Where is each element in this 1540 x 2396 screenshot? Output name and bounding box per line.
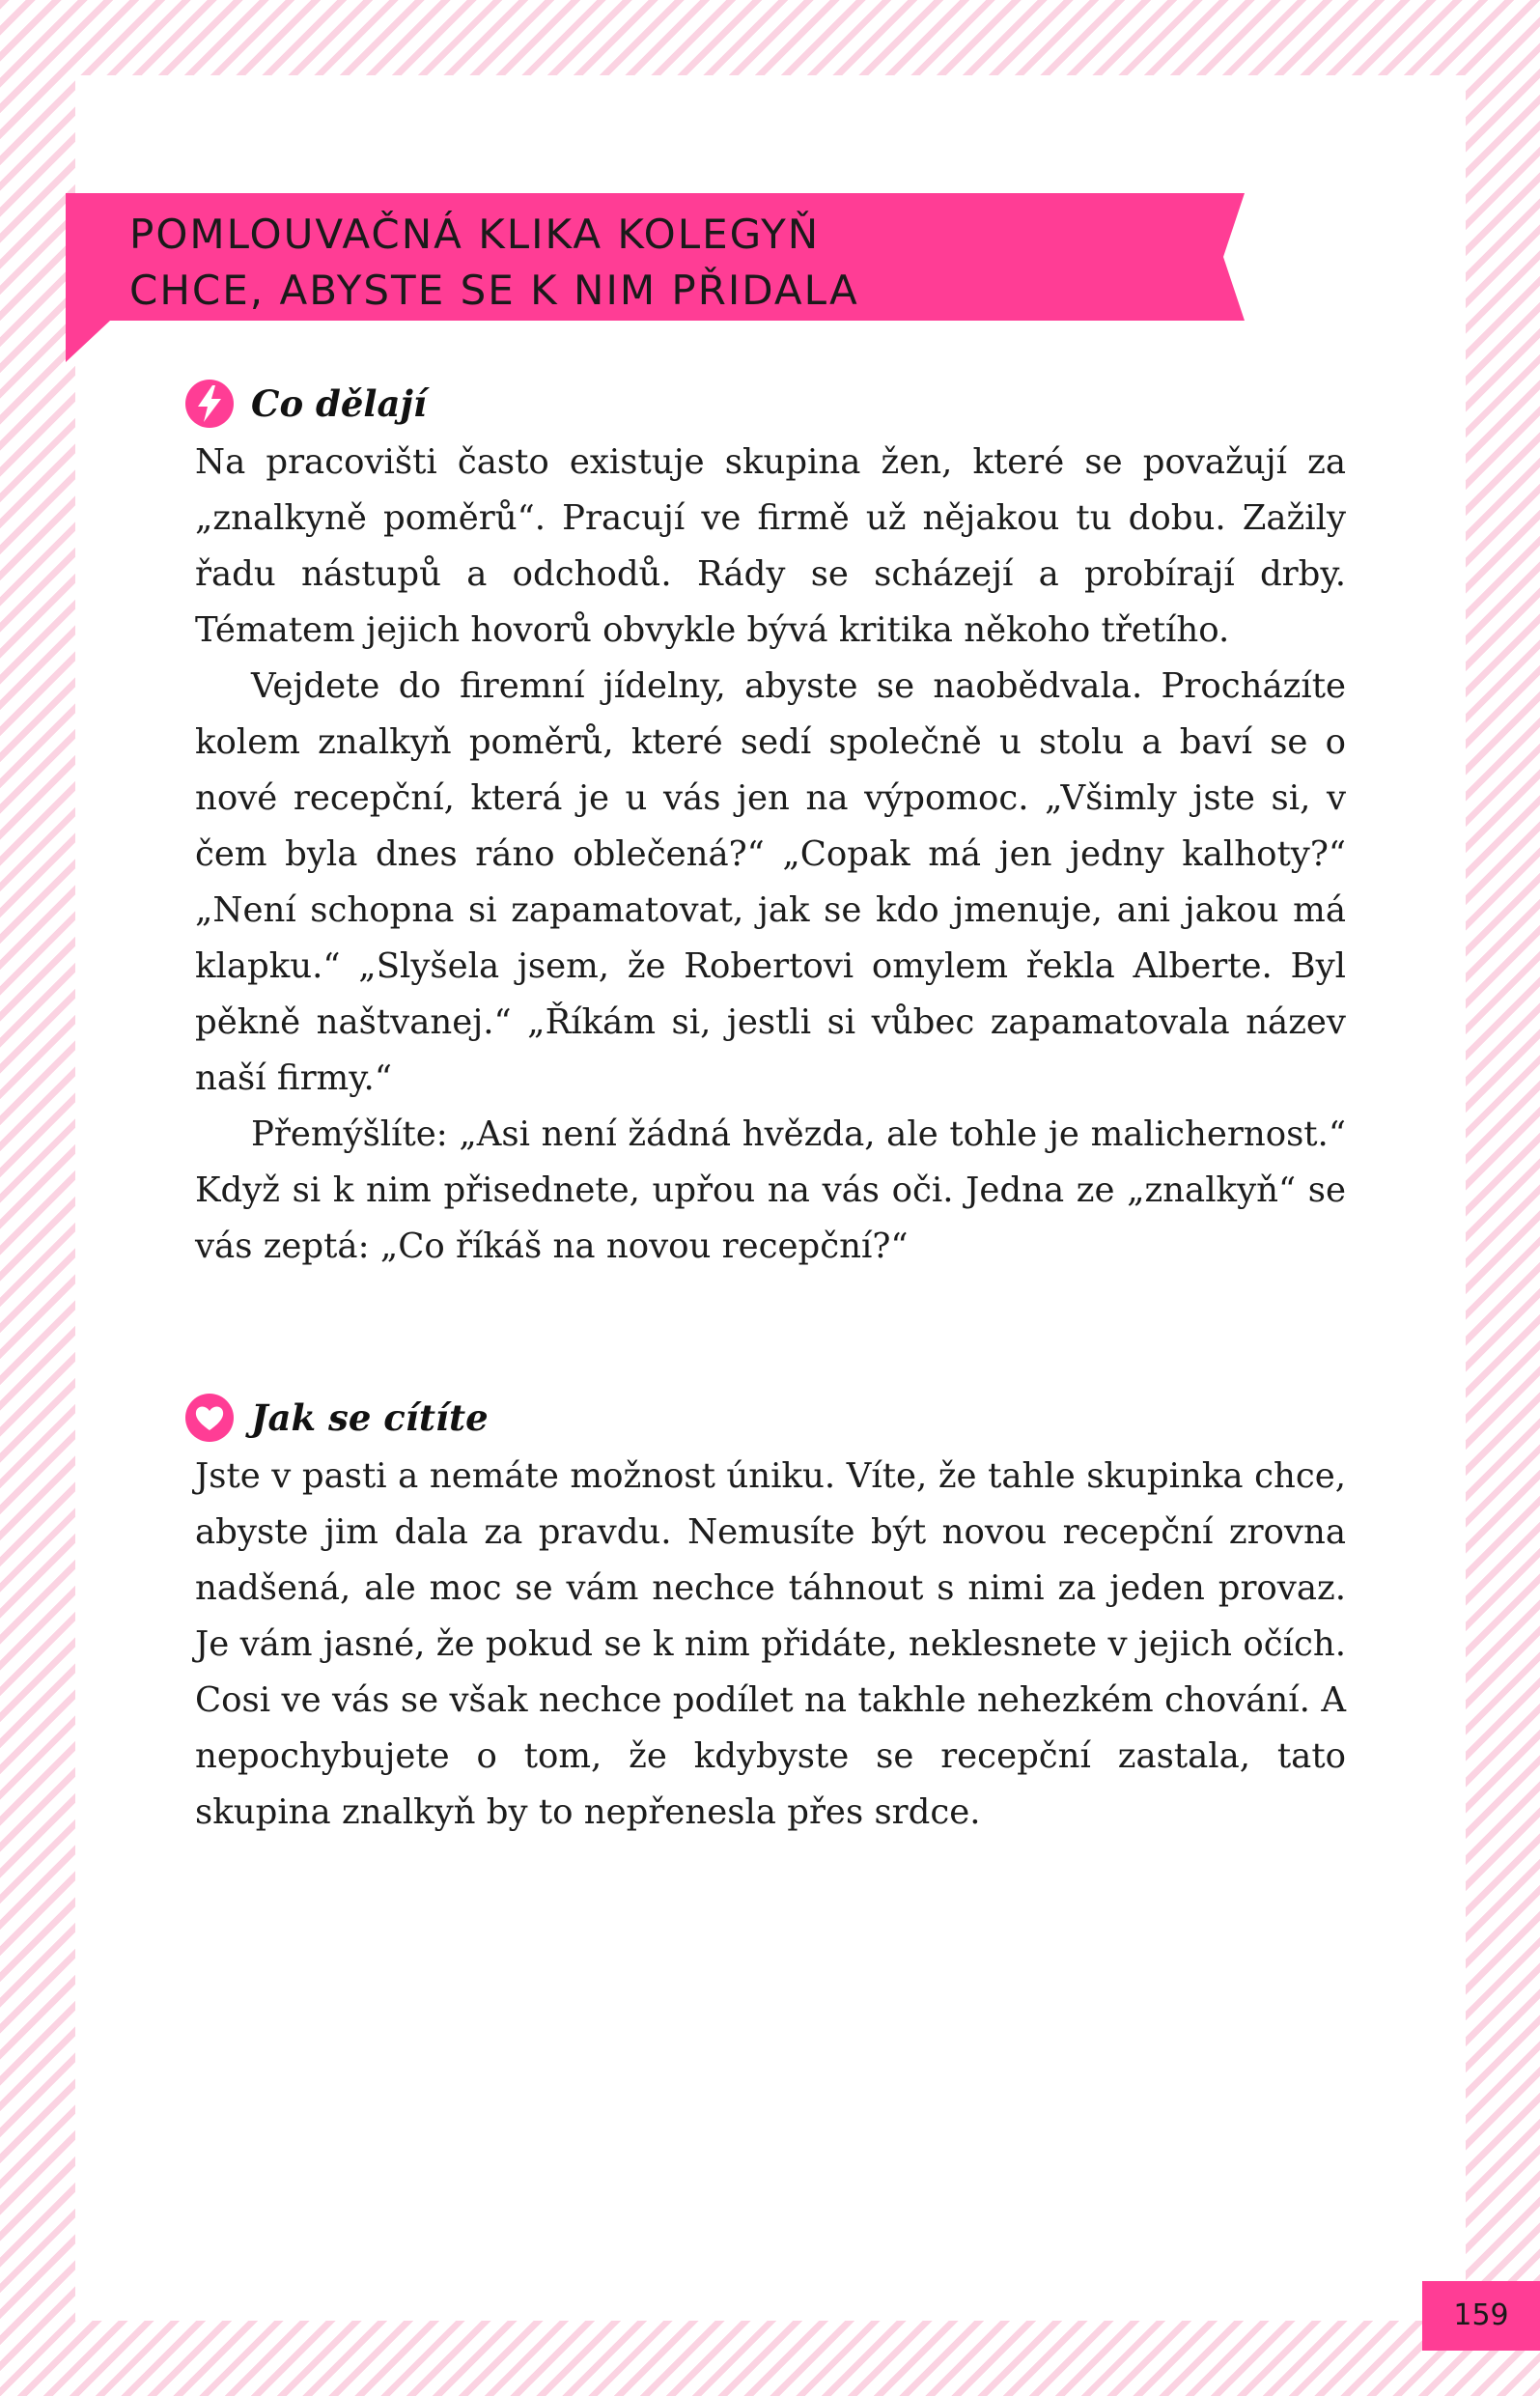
section-heading-label: Jak se cítíte <box>251 1396 489 1439</box>
section-heading-label: Co dělají <box>251 382 427 425</box>
page-number: 159 <box>1422 2281 1540 2351</box>
section-body-co-delaji <box>195 435 1346 1275</box>
section-heading-jak-se-citite <box>183 1389 489 1447</box>
section-body-jak-se-citite <box>195 1449 1346 1841</box>
page-title <box>129 207 1172 319</box>
paragraph: Jste v pasti a nemáte možnost úniku. Víte, že tahle skupinka chce, abyste jim dala za pravdu. Nemusíte být novou recepční zrovna nadšená, ale moc se vám nechce táhnout s nimi za jeden provaz. Je vám jasné, že pokud se k nim přidáte, neklesnete v jejich očích. Cosi ve vás se však nechce podílet na takhle nehezkém chování. A nepochybujete o tom, že kdybyste se recepční zastala, tato skupina znalkyň by to nepřenesla přes srdce. <box>195 1456 1346 1832</box>
lightning-icon <box>183 378 236 430</box>
heart-icon <box>183 1392 236 1444</box>
paragraph: Vejdete do firemní jídelny, abyste se naobědvala. Procházíte kolem znalkyň poměrů, které sedí společně u stolu a baví se o nové recepční, která je u vás jen na výpomoc. „Všimly jste si, v čem byla dnes ráno oblečená?“ „Copak má jen jedny kalhoty?“ „Není schopna si zapamatovat, jak se kdo jmenuje, ani jakou má klapku.“ „Slyšela jsem, že Robertovi omylem řekla Alberte. Byl pěkně naštvanej.“ „Říkám si, jestli si vůbec zapamatovala název naší firmy.“ <box>195 666 1346 1098</box>
paragraph: Přemýšlíte: „Asi není žádná hvězda, ale tohle je malichernost.“ Když si k nim přisednete, upřou na vás oči. Jedna ze „znalkyň“ se vás zeptá: „Co říkáš na novou recepční?“ <box>195 1114 1346 1266</box>
paragraph: Na pracovišti často existuje skupina žen, které se považují za „znalkyně poměrů“. Pracují ve firmě už nějakou tu dobu. Zažily řadu nástupů a odchodů. Rády se scházejí a probírají drby. Tématem jejich hovorů obvykle bývá kritika někoho třetího. <box>195 442 1346 650</box>
section-heading-co-delaji <box>183 375 427 433</box>
page-title-line-1: POMLOUVAČNÁ KLIKA KOLEGYŇ <box>129 211 821 258</box>
page-title-line-2: CHCE, ABYSTE SE K NIM PŘIDALA <box>129 267 859 314</box>
